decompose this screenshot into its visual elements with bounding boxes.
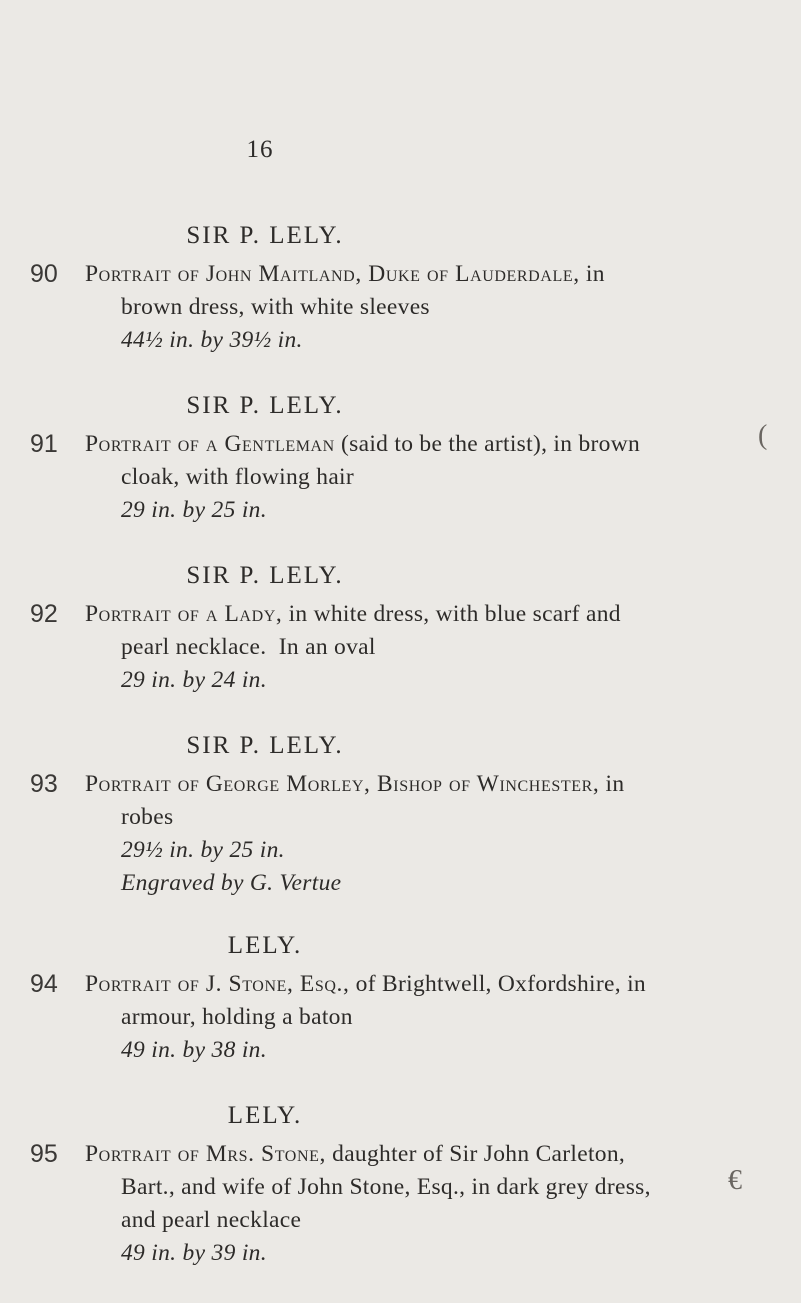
artist-heading: SIR P. LELY.: [186, 732, 344, 759]
lot-description: [85, 258, 785, 357]
lot-title: Portrait of a Gentleman: [85, 431, 335, 457]
artist-heading: SIR P. LELY.: [186, 222, 344, 249]
lot-description-line: and pearl necklace: [121, 1207, 302, 1233]
lot-dimensions: 29½ in. by 25 in.: [121, 837, 285, 863]
lot-dimensions: 44½ in. by 39½ in.: [121, 327, 303, 353]
lot-title: Portrait of George Morley, Bishop of Winchester,: [85, 771, 600, 797]
lot-title-continued: in white dress, with blue scarf and: [288, 601, 621, 627]
lot-title: Portrait of John Maitland, Duke of Lauderdale,: [85, 261, 580, 287]
lot-description: [85, 428, 785, 527]
lot-number: 94: [30, 970, 58, 998]
lot-number: 95: [30, 1140, 58, 1168]
lot-dimensions: 49 in. by 38 in.: [121, 1037, 267, 1063]
lot-description-line: armour, holding a baton: [121, 1004, 353, 1030]
lot-title: Portrait of a Lady,: [85, 601, 283, 627]
lot-dimensions: 29 in. by 24 in.: [121, 667, 267, 693]
lot-description-line: brown dress, with white sleeves: [121, 294, 430, 320]
lot-description-line: Bart., and wife of John Stone, Esq., in dark grey dress,: [121, 1174, 651, 1200]
lot-dimensions: 29 in. by 25 in.: [121, 497, 267, 523]
margin-mark: (: [758, 420, 768, 451]
lot-description: [85, 598, 785, 697]
lot-title-continued: daughter of Sir John Carleton,: [332, 1141, 626, 1167]
lot-number: 93: [30, 770, 58, 798]
page-number: 16: [246, 136, 274, 163]
margin-mark: €: [728, 1165, 742, 1196]
lot-description-line: robes: [121, 804, 174, 830]
lot-description: [85, 968, 785, 1067]
lot-title-continued: in: [585, 261, 605, 287]
lot-title: Portrait of J. Stone, Esq.,: [85, 971, 350, 997]
artist-heading: SIR P. LELY.: [186, 392, 344, 419]
lot-title-continued: in: [605, 771, 625, 797]
lot-description-line: pearl necklace. In an oval: [121, 634, 376, 660]
artist-heading: SIR P. LELY.: [186, 562, 344, 589]
lot-description-line: cloak, with flowing hair: [121, 464, 355, 490]
lot-title-continued: (said to be the artist), in brown: [341, 431, 641, 457]
lot-number: 92: [30, 600, 58, 628]
lot-description: [85, 1138, 785, 1270]
lot-dimensions: 49 in. by 39 in.: [121, 1240, 267, 1266]
lot-number: 90: [30, 260, 58, 288]
lot-title: Portrait of Mrs. Stone,: [85, 1141, 326, 1167]
artist-heading: LELY.: [227, 932, 303, 959]
lot-number: 91: [30, 430, 58, 458]
artist-heading: LELY.: [227, 1102, 303, 1129]
engraving-note: Engraved by G. Vertue: [121, 870, 342, 896]
lot-description: [85, 768, 785, 900]
lot-title-continued: of Brightwell, Oxfordshire, in: [355, 971, 646, 997]
